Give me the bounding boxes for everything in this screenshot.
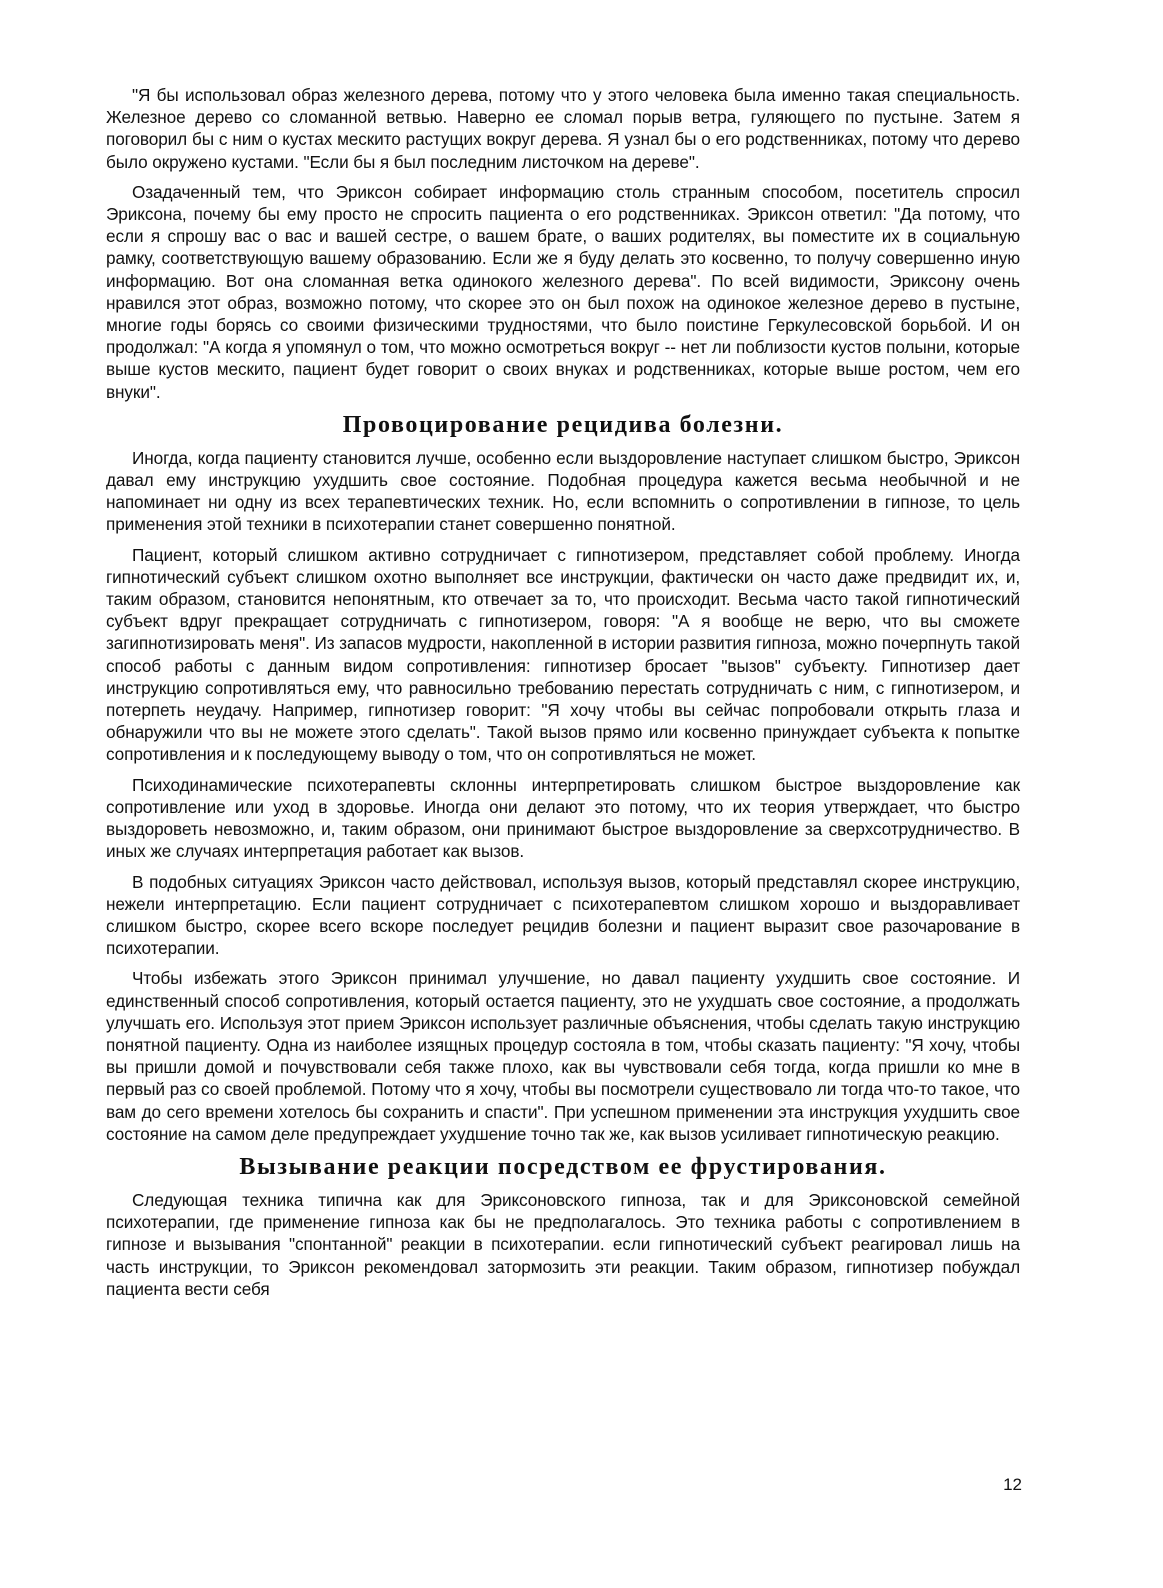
paragraph: Озадаченный тем, что Эриксон собирает информацию столь странным способом, посетитель спросил Эриксона, почему бы ему просто не спросить пациента о его родственниках. Эриксон ответил: "Да потому, что если я спрошу вас о вас и вашей сестре, о вашем брате, о ваших родителях, вы поместите их в социальную рамку, соответствующую вашему образованию. Если же я буду делать это косвенно, то получу совершенно иную информацию. Вот она сломанная ветка одинокого железного дерева". По всей видимости, Эриксону очень нравился этот образ, возможно потому, что скорее это он был похож на одинокое железное дерево в пустыне, многие годы борясь со своими физическими трудностями, что было поистине Геркулесовской борьбой. И он продолжал: "А когда я упомянул о том, что можно осмотреться вокруг -- нет ли поблизости кустов полыни, которые выше кустов мескито, пациент будет говорит о своих внуках и родственниках, которые выше ростом, чем его внуки". — [106, 181, 1020, 402]
paragraph: Пациент, который слишком активно сотрудничает с гипнотизером, представляет собой проблему. Иногда гипнотический субъект слишком охотно выполняет все инструкции, фактически он часто даже предвидит их, и, таким образом, становится непонятным, кто отвечает за то, что происходит. Весьма часто такой гипнотический субъект вдруг прекращает сотрудничать с гипнотизером, говоря: "А я вообще не верю, что вы сможете загипнотизировать меня". Из запасов мудрости, накопленной в истории развития гипноза, можно почерпнуть такой способ работы с данным видом сопротивления: гипнотизер бросает "вызов" субъекту. Гипнотизер дает инструкцию сопротивляться ему, что равносильно требованию перестать сотрудничать с ним, с гипнотизером, и потерпеть неудачу. Например, гипнотизер говорит: "Я хочу чтобы вы сейчас попробовали открыть глаза и обнаружили что вы не можете этого сделать". Такой вызов прямо или косвенно принуждает субъекта к попытке сопротивления и к последующему выводу о том, что он сопротивляться не может. — [106, 544, 1020, 765]
paragraph: Следующая техника типична как для Эриксоновского гипноза, так и для Эриксоновской семейной психотерапии, где применение гипноза как бы не предполагалось. Это техника работы с сопротивлением в гипнозе и вызывания "спонтанной" реакции в психотерапии. если гипнотический субъект реагировал лишь на часть инструкции, то Эриксон рекомендовал затормозить эти реакции. Таким образом, гипнотизер побуждал пациента вести себя — [106, 1189, 1020, 1299]
paragraph: В подобных ситуациях Эриксон часто действовал, используя вызов, который представлял скорее инструкцию, нежели интерпретацию. Если пациент сотрудничает с психотерапевтом слишком хорошо и выздоравливает слишком быстро, скорее всего вскоре последует рецидив болезни и пациент выразит свое разочарование в психотерапии. — [106, 871, 1020, 959]
section-heading: Провоцирование рецидива болезни. — [342, 411, 784, 438]
paragraph: Иногда, когда пациенту становится лучше, особенно если выздоровление наступает слишком быстро, Эриксон давал ему инструкцию ухудшить свое состояние. Подобная процедура кажется весьма необычной и не напоминает ни одну из всех терапевтических техник. Но, если вспомнить о сопротивлении в гипнозе, то цель применения этой техники в психотерапии станет совершенно понятной. — [106, 447, 1020, 535]
paragraph: "Я бы использовал образ железного дерева, потому что у этого человека была именно такая специальность. Железное дерево со сломанной ветвью. Наверно ее сломал порыв ветра, гуляющего по пустыне. Затем я поговорил бы с ним о кустах мескито растущих вокруг дерева. Я узнал бы о его родственниках, потому что дерево было окружено кустами. "Если бы я был последним листочком на дереве". — [106, 85, 1020, 172]
document-page — [106, 84, 1020, 1308]
section-heading: Вызывание реакции посредством ее фрустирования. — [239, 1153, 887, 1180]
paragraph: Психодинамические психотерапевты склонны интерпретировать слишком быстрое выздоровление как сопротивление или уход в здоровье. Иногда они делают это потому, что их теория утверждает, что быстро выздороветь невозможно, и, таким образом, они принимают быстрое выздоровление за сверхсотрудничество. В иных же случаях интерпретация работает как вызов. — [106, 774, 1020, 862]
page-number: 12 — [1003, 1475, 1022, 1494]
paragraph: Чтобы избежать этого Эриксон принимал улучшение, но давал пациенту ухудшить свое состояние. И единственный способ сопротивления, который остается пациенту, это не ухудшать свое состояние, а продолжать улучшать его. Используя этот прием Эриксон использует различные объяснения, чтобы сделать такую инструкцию понятной пациенту. Одна из наиболее изящных процедур состояла в том, чтобы сказать пациенту: "Я хочу, чтобы вы пришли домой и почувствовали себя также плохо, как вы чувствовали себя тогда, когда пришли ко мне в первый раз со своей проблемой. Потому что я хочу, чтобы вы посмотрели существовало ли тогда что-то такое, что вам до сего времени хотелось бы сохранить и спасти". При успешном применении эта инструкция ухудшить свое состояние на самом деле предупреждает ухудшение точно так же, как вызов усиливает гипнотическую реакцию. — [106, 968, 1020, 1144]
